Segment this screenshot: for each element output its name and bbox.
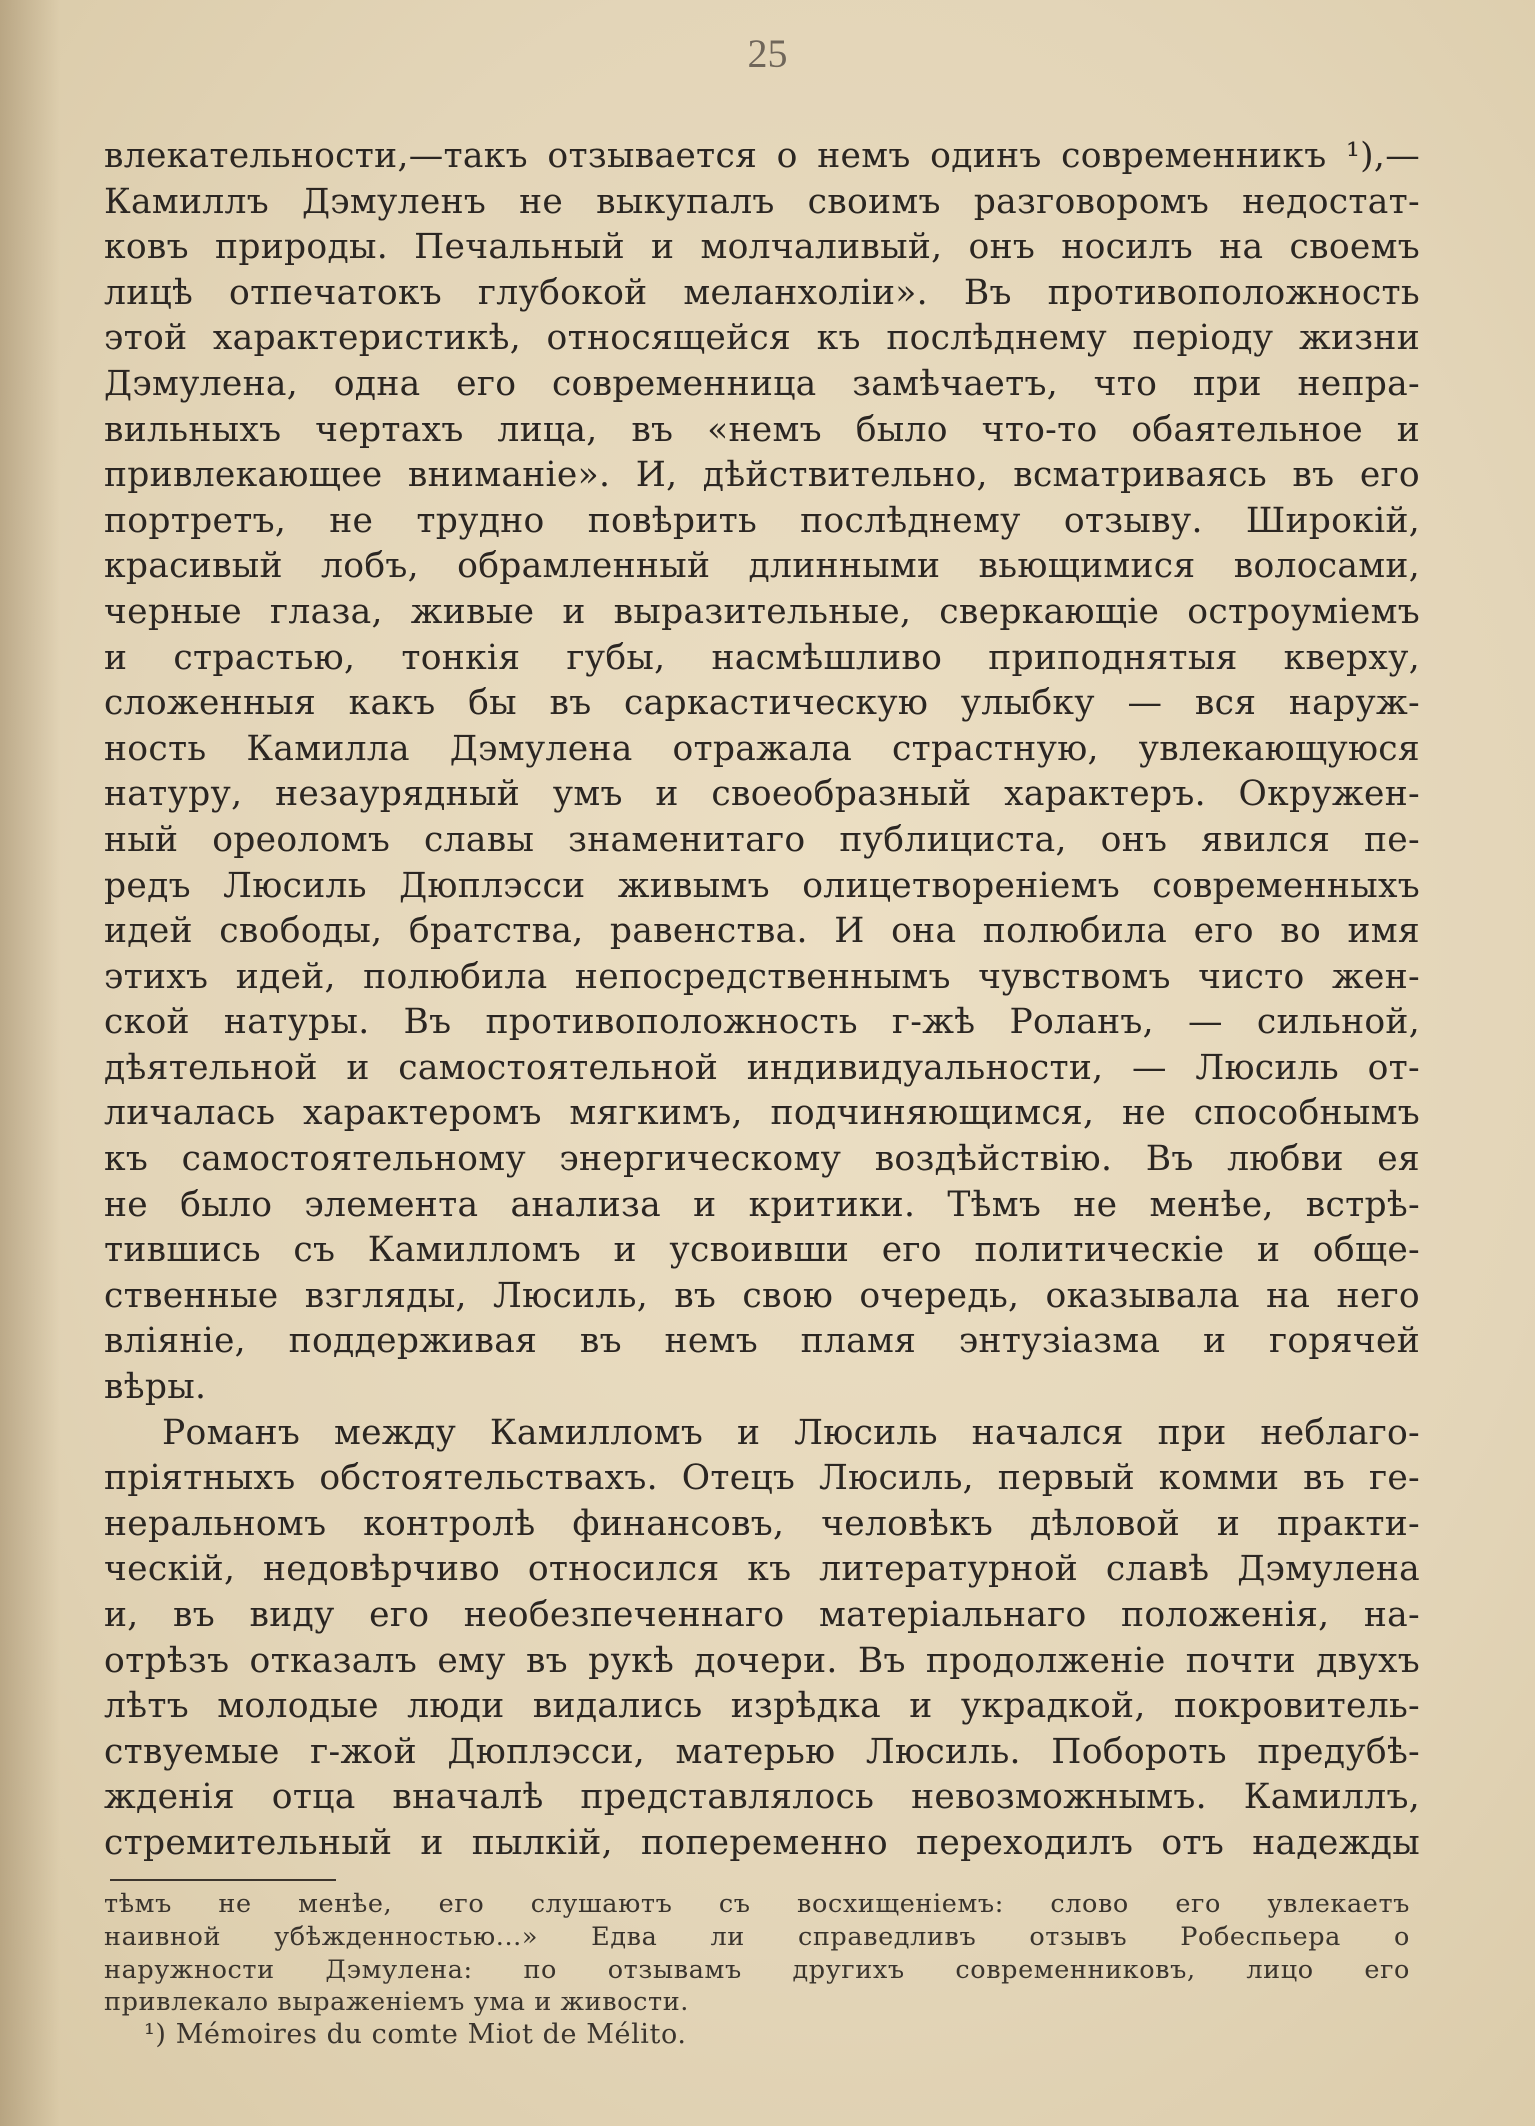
text-line: сложенныя какъ бы въ саркастическую улыбку — вся наруж- [104,683,1420,724]
text-line: вліяніе, поддерживая въ немъ пламя энтузіазма и горячей [104,1321,1420,1362]
footnote-reference: ¹) Mémoires du comte Miot de Mélito. [144,2019,687,2051]
text-line: ный ореоломъ славы знаменитаго публициста, онъ явился пе- [104,819,1420,860]
text-line: пріятныхъ обстоятельствахъ. Отецъ Люсиль, первый комми въ ге- [104,1458,1420,1499]
footnotes [104,1888,1410,2052]
text-line: не было элемента анализа и критики. Тѣмъ не менѣе, встрѣ- [104,1184,1420,1225]
text-line: красивый лобъ, обрамленный длинными вьющимися волосами, [104,546,1420,587]
text-line: жденія отца вначалѣ представлялось невозможнымъ. Камиллъ, [104,1777,1420,1818]
text-line: ской натуры. Въ противоположность г-жѣ Роланъ, — сильной, [104,1002,1420,1043]
text-line: редъ Люсиль Дюплэсси живымъ олицетвореніемъ современныхъ [104,865,1420,906]
text-line: ковъ природы. Печальный и молчаливый, онъ носилъ на своемъ [104,227,1420,268]
text-line: этой характеристикѣ, относящейся къ послѣднему періоду жизни [104,318,1420,359]
text-line: натуру, незаурядный умъ и своеобразный характеръ. Окружен- [104,774,1420,815]
text-line: и страстью, тонкія губы, насмѣшливо приподнятыя кверху, [104,637,1420,678]
text-line: неральномъ контролѣ финансовъ, человѣкъ дѣловой и практи- [104,1503,1420,1544]
footnote-line: наружности Дэмулена: по отзывамъ другихъ современниковъ, лицо его [104,1954,1410,1985]
text-line: лицѣ отпечатокъ глубокой меланхоліи». Въ противоположность [104,272,1420,313]
paragraph-start-line: Романъ между Камилломъ и Люсиль начался при неблаго- [162,1412,1420,1453]
text-line: ность Камилла Дэмулена отражала страстную, увлекающуюся [104,728,1420,769]
text-line: ственные взгляды, Люсиль, въ свою очередь, оказывала на него [104,1275,1420,1316]
binding-shadow [0,0,60,2126]
text-line: Дэмулена, одна его современница замѣчаетъ, что при непра- [104,363,1420,404]
text-line: привлекающее вниманіе». И, дѣйствительно, всматриваясь въ его [104,455,1420,496]
text-line: ствуемые г-жой Дюплэсси, матерью Люсиль. Побороть предубѣ- [104,1731,1420,1772]
page-number: 25 [747,31,788,76]
main-text [104,134,1420,1867]
text-line: тившись съ Камилломъ и усвоивши его политическіе и обще- [104,1230,1420,1271]
footnote-line: тѣмъ не менѣе, его слушаютъ съ восхищеніемъ: слово его увлекаетъ [104,1889,1410,1919]
text-line: идей свободы, братства, равенства. И она полюбила его во имя [104,911,1420,952]
footnote-line: наивной убѣжденностью...» Едва ли справедливъ отзывъ Робеспьера о [104,1921,1410,1952]
footnote-line: привлекало выраженіемъ ума и живости. [104,1987,689,2018]
text-line: Камиллъ Дэмуленъ не выкупалъ своимъ разговоромъ недостат- [104,181,1420,222]
text-line: дѣятельной и самостоятельной индивидуальности, — Люсиль от- [104,1047,1420,1088]
text-line: стремительный и пылкій, попеременно переходилъ отъ надежды [104,1822,1420,1863]
text-line: лѣтъ молодые люди видались изрѣдка и украдкой, покровитель- [104,1686,1420,1727]
text-line: ческій, недовѣрчиво относился къ литературной славѣ Дэмулена [104,1549,1420,1590]
footnote-divider [110,1879,336,1881]
text-line: портретъ, не трудно повѣрить послѣднему отзыву. Широкій, [104,500,1420,541]
text-line: и, въ виду его необезпеченнаго матеріальнаго положенія, на- [104,1595,1420,1635]
text-line: личалась характеромъ мягкимъ, подчиняющимся, не способнымъ [104,1093,1420,1134]
paragraph-end-line: вѣры. [104,1367,207,1408]
text-line: этихъ идей, полюбила непосредственнымъ чувствомъ чисто жен- [104,956,1420,997]
text-line: вильныхъ чертахъ лица, въ «немъ было что-то обаятельное и [104,409,1420,450]
text-line: отрѣзъ отказалъ ему въ рукѣ дочери. Въ продолженіе почти двухъ [104,1640,1420,1681]
text-line: влекательности,—такъ отзывается о немъ одинъ современникъ ¹),— [104,136,1420,176]
text-line: черные глаза, живые и выразительные, сверкающіе остроуміемъ [104,591,1420,632]
text-line: къ самостоятельному энергическому воздѣйствію. Въ любви ея [104,1139,1420,1180]
